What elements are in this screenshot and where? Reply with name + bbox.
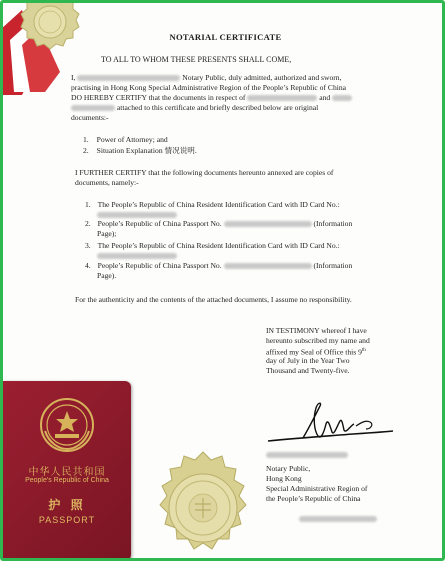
copy-item-4	[85, 261, 352, 271]
copy-1-text: The People’s Republic of China Resident Identification Card with ID Card No.:	[97, 200, 340, 209]
copy-3-redacted-line	[97, 251, 177, 261]
signature-line-4: the People’s Republic of China	[266, 494, 361, 503]
passport-en-label: PASSPORT	[38, 515, 96, 525]
intro-prefix: I,	[71, 73, 76, 82]
testimony-line-1: IN TESTIMONY whereof I have	[266, 326, 367, 335]
original-doc-2-text: Situation Explanation 情况说明.	[96, 146, 197, 155]
copy-item-1	[85, 200, 340, 210]
signature-line-1: Notary Public,	[266, 464, 311, 473]
passport-emblem-icon	[37, 395, 97, 455]
redacted-party-2b	[71, 105, 115, 111]
intro-line-4	[71, 103, 318, 113]
testimony-line-2: hereunto subscribed my name and	[266, 336, 370, 345]
intro-line3-and: and	[319, 93, 331, 102]
copy-4-line-2: Page).	[97, 271, 117, 280]
passport-cn-label: 护 照	[48, 498, 86, 512]
further-line-2: documents, namely:-	[75, 178, 139, 187]
copy-item-2	[85, 219, 352, 229]
intro-line4-end: attached to this certificate and briefly described below are original	[116, 103, 319, 112]
original-doc-2-num: 2.	[83, 146, 89, 155]
footer-redacted	[299, 514, 377, 524]
copy-2-end: (Information	[313, 219, 353, 228]
redacted-id-2	[97, 253, 177, 259]
passport-cover	[3, 381, 131, 561]
intro-line1-end: Notary Public, duly admitted, authorized and sworn,	[182, 73, 342, 82]
intro-line-5: documents:-	[71, 113, 109, 122]
redacted-id-1	[97, 212, 177, 218]
signature-line-2: Hong Kong	[266, 474, 302, 483]
redacted-party-2	[332, 95, 352, 101]
original-doc-1	[83, 135, 168, 145]
notary-signature	[258, 396, 398, 451]
copy-3-num: 3.	[85, 241, 91, 250]
original-doc-1-num: 1.	[83, 135, 89, 144]
further-line-1: I FURTHER CERTIFY that the following documents hereunto annexed are copies of	[75, 168, 334, 177]
notary-name-redacted	[266, 450, 348, 460]
original-doc-2	[83, 146, 197, 156]
salutation: TO ALL TO WHOM THESE PRESENTS SHALL COME,	[101, 55, 292, 64]
copy-1-num: 1.	[85, 200, 91, 209]
authenticity-statement: For the authenticity and the contents of the attached documents, I assume no responsibility.	[75, 295, 352, 304]
intro-line-3	[71, 93, 352, 103]
redacted-notary-name	[266, 452, 348, 458]
redacted-passport-2	[224, 263, 312, 269]
copy-2-text: People’s Republic of China Passport No.	[97, 219, 222, 228]
intro-line-2: practising in Hong Kong Special Administrative Region of the People’s Republic of China	[71, 83, 347, 92]
redacted-footer-text	[299, 516, 377, 522]
redacted-party-1	[247, 95, 317, 101]
testimony-line3-sup: th	[361, 348, 366, 353]
intro-line-1	[71, 73, 341, 83]
copy-item-3	[85, 241, 340, 251]
passport-en-title: People's Republic of China	[25, 477, 109, 484]
gold-notarial-seal	[143, 448, 263, 561]
copy-4-num: 4.	[85, 261, 91, 270]
copy-4-end: (Information	[313, 261, 353, 270]
passport-cn-title: 中华人民共和国	[28, 467, 106, 478]
copy-4-text: People’s Republic of China Passport No.	[97, 261, 222, 270]
signature-line-3: Special Administrative Region of	[266, 484, 368, 493]
intro-line3-start: DO HEREBY CERTIFY that the documents in respect of	[71, 93, 246, 102]
testimony-line-4: day of July in the Year Two	[266, 356, 350, 365]
redacted-passport-1	[224, 221, 312, 227]
copy-3-text: The People’s Republic of China Resident Identification Card with ID Card No.:	[97, 241, 340, 250]
testimony-line-5: Thousand and Twenty-five.	[266, 366, 350, 375]
redacted-name	[77, 75, 180, 81]
copy-2-line-2: Page);	[97, 229, 117, 238]
copy-2-num: 2.	[85, 219, 91, 228]
testimony-line3-text: affixed my Seal of Office this 9	[266, 347, 362, 357]
document-title: NOTARIAL CERTIFICATE	[169, 32, 282, 42]
original-doc-1-text: Power of Attorney; and	[96, 135, 168, 144]
